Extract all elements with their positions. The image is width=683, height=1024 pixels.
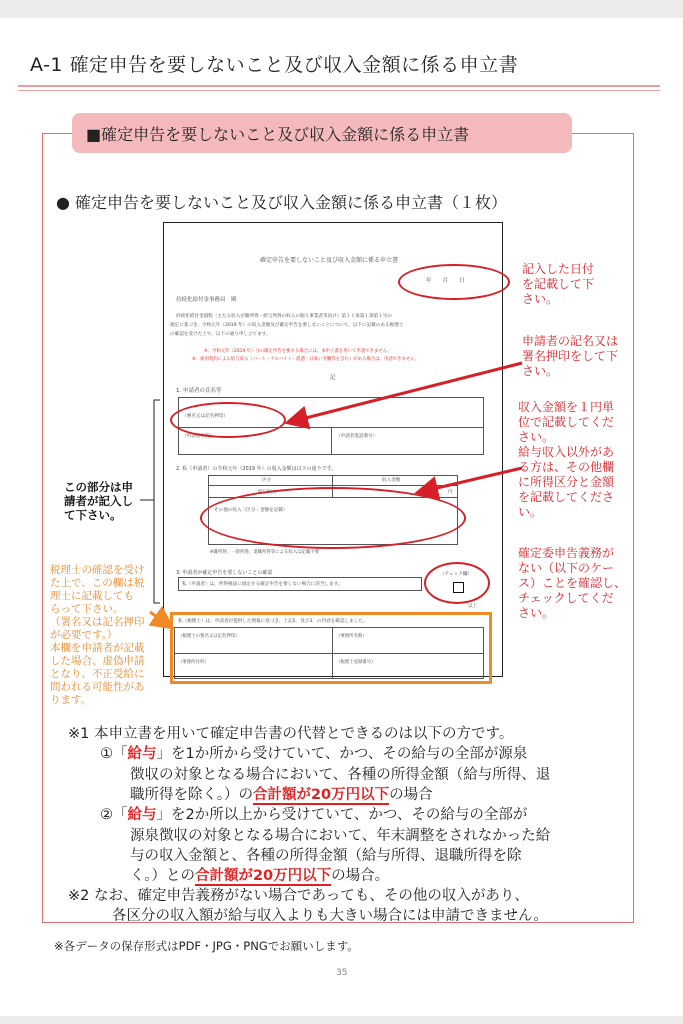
- form-section-2: 2. 私（申請者）の令和元年（2019 年）の収入金額は以下の通りです。: [176, 466, 337, 472]
- callout-line: した場合、虚偽申請: [50, 655, 145, 667]
- arrow-to-amount: [420, 468, 522, 492]
- callout-line: ります。: [50, 694, 92, 706]
- note-1a-line2: 徴収の対象となる場合において、各種の所得金額（給与所得、退: [130, 767, 551, 783]
- callout-line: を記載してくださ: [518, 490, 615, 504]
- bullet-heading: ● 確定申告を要しないこと及び収入金額に係る申立書（１枚）: [56, 193, 508, 212]
- note-2-line2: 各区分の収入額が給与収入よりも大きい場合には申請できません。: [112, 908, 548, 924]
- callout-line: い。: [518, 505, 543, 519]
- form-intro-3: の確認を受けた上で、以下の通り申し立てます。: [170, 332, 271, 337]
- callout-line: 収入金額を１円単: [518, 400, 615, 414]
- text: 」を1か所から受けていて、かつ、その給与の全部が源泉: [156, 746, 528, 762]
- callout-line: この部分は申: [64, 480, 133, 494]
- callout-line: 理士に記載しても: [50, 590, 134, 602]
- note-1b-line3: 与の収入金額と、各種の所得金額（給与所得、退職所得を除: [130, 848, 522, 864]
- page-number: 35: [336, 968, 348, 978]
- callout-line: る方は、その他欄: [518, 460, 615, 474]
- form-section-3-text: 私（申請者）は、所得税法に規定する確定申告を要しない場合に該当します。: [182, 582, 343, 587]
- callout-line: 確定委申告義務が: [518, 546, 615, 560]
- row-salary: 給与収入: [258, 490, 277, 495]
- note-1b-line1: [100, 803, 527, 824]
- text: の場合。: [331, 868, 390, 884]
- callout-line: ない（以下のケー: [518, 561, 615, 575]
- callout-line: 本欄を申請者が記載: [50, 642, 145, 654]
- note-1b-line4: [130, 864, 389, 885]
- yen-mark: 円: [448, 490, 453, 495]
- callout-line: 税理士の確認を受け: [50, 564, 145, 576]
- callout-line: が必要です。）: [50, 629, 118, 641]
- callout-line: チェックしてくだ: [518, 591, 614, 605]
- form-intro-2: 規定に基づき、令和元年（2019 年）の収入金額及び確定申告を要しないことについて、以下に記載のある税理士: [170, 323, 404, 328]
- tax-confirm-line: 私（税理士）は、申請者が提供した情報に基づき、上記2．及び3．の内容を確認しました。: [178, 619, 368, 624]
- tax-address-label: （事務所住所）: [178, 660, 209, 665]
- callout-applicant-part: [64, 480, 133, 522]
- callout-line: を記載して下: [522, 277, 595, 291]
- form-tel-label: （申請者電話番号）: [336, 434, 378, 439]
- callout-line: 申請者の記名又は: [522, 334, 619, 348]
- form-name-label: （署名又は記名押印）: [182, 414, 228, 419]
- callout-line: 給与収入以外があ: [518, 445, 615, 459]
- callout-check: [518, 546, 626, 621]
- note-1-heading: ※1 本申立書を用いて確定申告書の代替とできるのは以下の方です。: [68, 726, 514, 742]
- banner-title: ■確定申告を要しないこと及び収入金額に係る申立書: [86, 125, 470, 144]
- tax-office-label: （事務所名称）: [336, 634, 367, 639]
- form-ki: 記: [330, 375, 336, 381]
- form-section-1: 1. 申請者の氏名等: [176, 388, 222, 394]
- form-intro-1: 持続化給付金規程（主たる収入が雑所得・給与所得の収入の個人事業者等向け）第１１条第１項第１号の: [176, 314, 392, 319]
- row-other: その他の収入（区分・金額を記載）: [214, 508, 288, 513]
- note-1a-line1: [100, 742, 527, 763]
- callout-tax-accountant: [50, 564, 145, 707]
- callout-line: さい。: [522, 292, 559, 306]
- callout-line: 問われる可能性があ: [50, 681, 145, 693]
- file-format-note: ※各データの保存形式はPDF・JPG・PNGでお願いします。: [54, 939, 359, 953]
- col-amount: 収入金額: [382, 478, 401, 483]
- page-title: A-1 確定申告を要しないこと及び収入金額に係る申立書: [30, 54, 519, 76]
- income-note: ※雑所得、一時所得、退職所得等による収入は記載不要: [210, 550, 320, 555]
- arrow-to-name: [290, 363, 522, 422]
- text: く。）との: [130, 868, 195, 884]
- callout-line: となり、不正受給に: [50, 668, 145, 680]
- callout-line: さい。: [518, 606, 555, 620]
- callout-line: て下さい。: [64, 508, 122, 522]
- callout-line: （署名又は記名押印: [50, 616, 145, 628]
- callout-line: 記入した日付: [522, 262, 595, 276]
- form-warning-2: ※：雇用契約による給与収入（パート・アルバイト・派遣・日雇い労働等を含む）がある場合は、申請できません。: [192, 357, 420, 362]
- highlight-total: 合計額が20万円以下: [194, 868, 332, 884]
- highlight-salary: 給与: [127, 807, 157, 823]
- callout-line: に所得区分と金額: [518, 475, 615, 489]
- highlight-salary: 給与: [127, 746, 157, 762]
- callout-line: 請者が記入し: [64, 494, 133, 508]
- text: の場合: [389, 787, 433, 803]
- text: ②「: [100, 807, 128, 823]
- form-addressee: 持続化給付金事務局 殿: [176, 297, 237, 303]
- callout-line: 位で記載してくだ: [518, 415, 615, 429]
- callout-name: [522, 334, 618, 379]
- text: 」を2か所以上から受けていて、かつ、その給与の全部が: [156, 807, 528, 823]
- form-address-label: （申請者住所）: [182, 434, 215, 439]
- tax-name-label: （税理士の署名又は記名押印）: [178, 634, 240, 639]
- highlight-total: 合計額が20万円以下: [252, 787, 390, 803]
- callout-line: 署名押印をして下: [522, 349, 619, 363]
- callout-date: [522, 262, 594, 307]
- callout-line: らって下さい。: [50, 603, 124, 615]
- check-label: （チェック欄）: [440, 572, 473, 577]
- callout-amount: [518, 400, 614, 520]
- arrow-to-tax: [150, 612, 170, 626]
- callout-line: た上で、この欄は税: [50, 577, 145, 589]
- note-1b-line2: 源泉徴収の対象となる場合において、年末調整をされなかった給: [130, 828, 551, 844]
- note-2-line1: ※2 なお、確定申告義務がない場合であっても、その他の収入があり、: [68, 888, 529, 904]
- text: 職所得を除く。）の: [130, 787, 253, 803]
- text: ①「: [100, 746, 128, 762]
- col-kubun: 区分: [262, 478, 272, 483]
- form-section-3: 3. 申請者が確定申告を要しないことの確認: [176, 570, 273, 576]
- callout-line: さい。: [522, 364, 559, 378]
- callout-line: さい。: [518, 430, 555, 444]
- form-date: 年 月 日: [426, 278, 465, 284]
- form-ijo: 以上: [468, 604, 478, 609]
- form-title: 確定申告を要しないこと及び収入金額に係る申立書: [260, 257, 399, 264]
- callout-line: ス）ことを確認し、: [518, 576, 627, 590]
- applicant-bracket: [154, 400, 160, 603]
- note-1a-line3: [130, 783, 433, 804]
- form-warning-1: ※：令和元年（2019 年）分の確定申告を要する場合には、本申立書を用いて申請できません。: [204, 349, 392, 354]
- tax-reg-label: （税理士登録番号）: [336, 660, 376, 665]
